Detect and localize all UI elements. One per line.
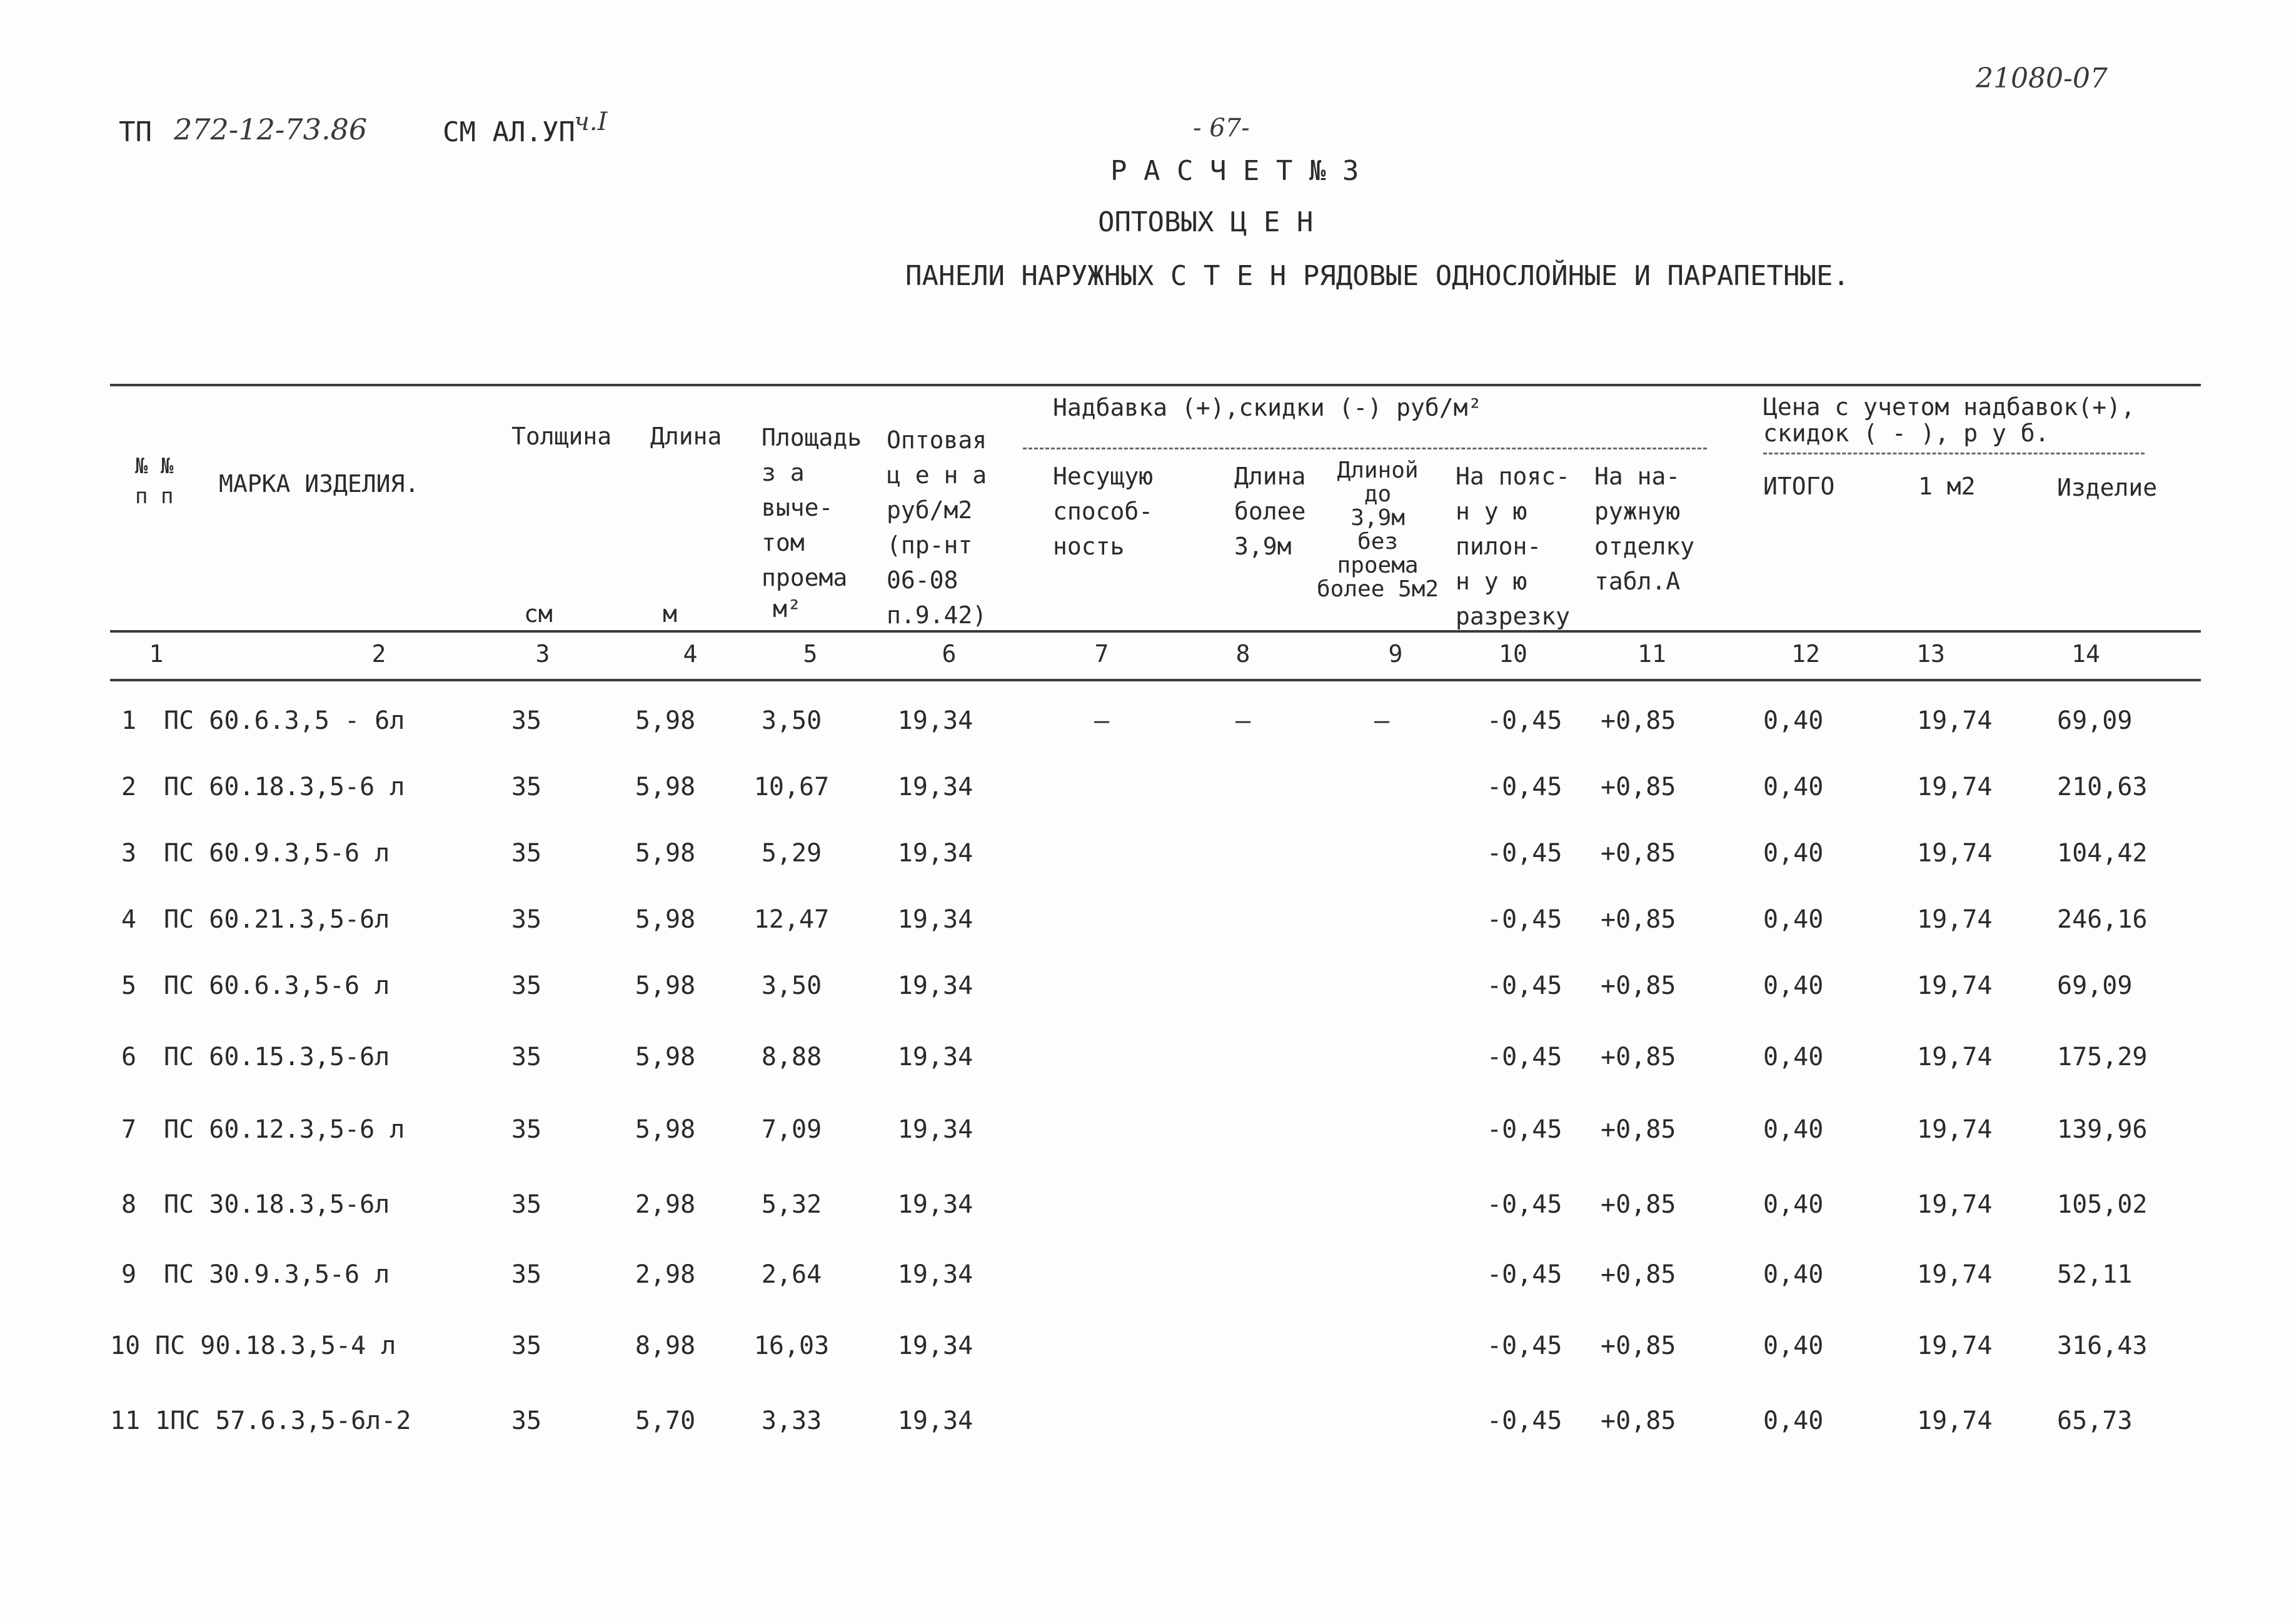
cell-t: 35: [511, 1406, 542, 1435]
cell-c12: 0,40: [1763, 1260, 1824, 1289]
cell-c11: +0,85: [1601, 1190, 1676, 1219]
cell-n: 5: [121, 971, 137, 1000]
surcharge-group-rule: [1023, 448, 1707, 449]
cell-l: 5,98: [635, 905, 696, 934]
cell-c14: 65,73: [2057, 1406, 2133, 1435]
cell-a: 3,50: [761, 706, 822, 735]
cell-c12: 0,40: [1763, 773, 1824, 801]
cell-c14: 210,63: [2057, 773, 2148, 801]
cell-a: 16,03: [753, 1331, 830, 1360]
cell-mark: 1ПС 57.6.3,5-6л-2: [155, 1406, 411, 1435]
column-number: 11: [1638, 640, 1666, 668]
cell-c14: 104,42: [2057, 839, 2148, 868]
cell-c12: 0,40: [1763, 706, 1824, 735]
cell-c13: 19,74: [1917, 1115, 1993, 1144]
cell-p: 19,34: [897, 905, 973, 934]
cell-c13: 19,74: [1917, 971, 1993, 1000]
cell-a: 2,64: [761, 1260, 822, 1289]
cell-c13: 19,74: [1917, 1406, 1993, 1435]
cell-p: 19,34: [897, 1406, 973, 1435]
cell-t: 35: [511, 706, 542, 735]
cell-a: 10,67: [753, 773, 830, 801]
cell-c13: 19,74: [1917, 1190, 1993, 1219]
cell-a: 12,47: [753, 905, 830, 934]
cell-c7: –: [1094, 706, 1110, 735]
header-length-unit: м: [663, 600, 677, 628]
cell-mark: ПС 30.18.3,5-6л: [164, 1190, 390, 1219]
cell-n: 2: [121, 773, 137, 801]
cell-c9: –: [1374, 706, 1390, 735]
cell-t: 35: [511, 839, 542, 868]
cell-l: 5,98: [635, 971, 696, 1000]
cell-c12: 0,40: [1763, 1406, 1824, 1435]
cell-c12: 0,40: [1763, 1115, 1824, 1144]
header-thickness: Толщина: [511, 423, 612, 450]
cell-c13: 19,74: [1917, 1260, 1993, 1289]
cell-t: 35: [511, 1190, 542, 1219]
cell-c10: -0,45: [1487, 1190, 1562, 1219]
cell-c14: 139,96: [2057, 1115, 2148, 1144]
cell-p: 19,34: [897, 706, 973, 735]
cell-c13: 19,74: [1917, 1331, 1993, 1360]
header-mark: МАРКА ИЗДЕЛИЯ.: [219, 470, 420, 498]
cell-c11: +0,85: [1601, 706, 1676, 735]
column-number: 6: [942, 640, 957, 668]
cell-l: 5,98: [635, 839, 696, 868]
cell-c11: +0,85: [1601, 773, 1676, 801]
cell-p: 19,34: [897, 1190, 973, 1219]
cell-mark: ПС 60.6.3,5-6 л: [164, 971, 390, 1000]
cell-c10: -0,45: [1487, 905, 1562, 934]
cell-c12: 0,40: [1763, 839, 1824, 868]
cell-p: 19,34: [897, 839, 973, 868]
cell-l: 5,98: [635, 773, 696, 801]
page-subtitle: ОПТОВЫХ Ц Е Н: [1098, 206, 1314, 238]
cell-l: 5,98: [635, 706, 696, 735]
cell-c10: -0,45: [1487, 839, 1562, 868]
column-number: 10: [1499, 640, 1527, 668]
column-number: 2: [371, 640, 386, 668]
header-col10: На пояс- н у ю пилон- н у ю разрезку: [1456, 463, 1571, 630]
cell-c13: 19,74: [1917, 905, 1993, 934]
header-length: Длина: [650, 423, 722, 450]
column-number: 1: [149, 640, 164, 668]
cell-c10: -0,45: [1487, 773, 1562, 801]
cell-a: 5,32: [761, 1190, 822, 1219]
cell-a: 3,33: [761, 1406, 822, 1435]
cell-p: 19,34: [897, 773, 973, 801]
cell-t: 35: [511, 971, 542, 1000]
cell-mark: ПС 60.6.3,5 - 6л: [164, 706, 405, 735]
cell-c14: 316,43: [2057, 1331, 2148, 1360]
cell-p: 19,34: [897, 971, 973, 1000]
header-bottom-rule: [110, 630, 2201, 633]
column-number: 8: [1235, 640, 1250, 668]
table-caption: ПАНЕЛИ НАРУЖНЫХ С Т Е Н РЯДОВЫЕ ОДНОСЛОЙНЫЕ И ПАРАПЕТНЫЕ.: [905, 260, 1849, 292]
cell-c11: +0,85: [1601, 1331, 1676, 1360]
cell-c10: -0,45: [1487, 706, 1562, 735]
cell-p: 19,34: [897, 1260, 973, 1289]
cell-p: 19,34: [897, 1331, 973, 1360]
column-number: 4: [683, 640, 698, 668]
cell-c14: 69,09: [2057, 971, 2133, 1000]
cell-t: 35: [511, 773, 542, 801]
cell-c12: 0,40: [1763, 1190, 1824, 1219]
header-adjusted-item: Изделие: [2057, 474, 2158, 501]
cell-c11: +0,85: [1601, 1406, 1676, 1435]
column-number-rule: [110, 679, 2201, 681]
cell-c12: 0,40: [1763, 971, 1824, 1000]
cell-c14: 69,09: [2057, 706, 2133, 735]
cell-n: 9: [121, 1260, 137, 1289]
cell-l: 8,98: [635, 1331, 696, 1360]
cell-c10: -0,45: [1487, 1260, 1562, 1289]
column-number: 5: [803, 640, 818, 668]
cell-l: 5,98: [635, 1043, 696, 1071]
header-col8: Длина более 3,9м: [1234, 463, 1306, 560]
header-price: Оптовая ц е н а руб/м2 (пр-нт 06-08 п.9.42): [887, 426, 987, 629]
cell-n: 1: [121, 706, 137, 735]
cell-c13: 19,74: [1917, 773, 1993, 801]
cell-n: 10: [110, 1331, 141, 1360]
cell-n: 3: [121, 839, 137, 868]
cell-c14: 175,29: [2057, 1043, 2148, 1071]
cell-t: 35: [511, 1331, 542, 1360]
cell-c14: 52,11: [2057, 1260, 2133, 1289]
cell-l: 2,98: [635, 1190, 696, 1219]
cell-t: 35: [511, 1043, 542, 1071]
cell-n: 11: [110, 1406, 141, 1435]
header-thickness-unit: см: [524, 600, 553, 628]
cell-c10: -0,45: [1487, 1115, 1562, 1144]
header-adjusted-total: ИТОГО: [1763, 473, 1835, 500]
column-number: 13: [1916, 640, 1945, 668]
cell-mark: ПС 60.18.3,5-6 л: [164, 773, 405, 801]
column-number: 12: [1791, 640, 1820, 668]
cell-c11: +0,85: [1601, 1043, 1676, 1071]
archive-number: 21080-07: [1976, 63, 2108, 94]
cell-l: 5,98: [635, 1115, 696, 1144]
cell-t: 35: [511, 1115, 542, 1144]
header-num: № № п п: [135, 454, 174, 509]
column-number: 3: [535, 640, 550, 668]
header-adjusted-group: Цена с учетом надбавок(+), скидок ( - ), р у б.: [1763, 393, 2135, 447]
adjusted-group-rule: [1763, 453, 2145, 454]
cell-c10: -0,45: [1487, 1331, 1562, 1360]
cell-c11: +0,85: [1601, 839, 1676, 868]
cell-c13: 19,74: [1917, 839, 1993, 868]
header-col9: Длиной до 3,9м без проема более 5м2: [1317, 458, 1439, 602]
cell-n: 4: [121, 905, 137, 934]
header-col7: Несущую способ- ность: [1053, 463, 1154, 560]
header-area: Площадь з а выче- том проема: [762, 424, 862, 591]
cell-c13: 19,74: [1917, 1043, 1993, 1071]
cell-mark: ПС 90.18.3,5-4 л: [155, 1331, 396, 1360]
cell-p: 19,34: [897, 1043, 973, 1071]
header-area-unit: м²: [773, 595, 802, 623]
cell-mark: ПС 60.21.3,5-6л: [164, 905, 390, 934]
cell-c10: -0,45: [1487, 1043, 1562, 1071]
doc-part: ч.I: [574, 108, 608, 136]
cell-t: 35: [511, 905, 542, 934]
cell-a: 5,29: [761, 839, 822, 868]
cell-l: 2,98: [635, 1260, 696, 1289]
column-number: 9: [1388, 640, 1403, 668]
cell-c8: –: [1235, 706, 1251, 735]
cell-c14: 246,16: [2057, 905, 2148, 934]
column-number: 14: [2071, 640, 2100, 668]
column-number: 7: [1094, 640, 1109, 668]
cell-c12: 0,40: [1763, 1331, 1824, 1360]
header-adjusted-per-m2: 1 м2: [1918, 473, 1976, 500]
table-top-rule: [110, 384, 2201, 386]
header-surcharge-group: Надбавка (+),скидки (-) руб/м²: [1053, 394, 1482, 421]
doc-series: СМ АЛ.УП: [443, 116, 575, 148]
cell-mark: ПС 30.9.3,5-6 л: [164, 1260, 390, 1289]
cell-n: 7: [121, 1115, 137, 1144]
cell-c13: 19,74: [1917, 706, 1993, 735]
cell-a: 3,50: [761, 971, 822, 1000]
cell-t: 35: [511, 1260, 542, 1289]
cell-c11: +0,85: [1601, 905, 1676, 934]
cell-c14: 105,02: [2057, 1190, 2148, 1219]
cell-n: 8: [121, 1190, 137, 1219]
page-title: Р А С Ч Е Т № 3: [1110, 155, 1359, 187]
cell-mark: ПС 60.15.3,5-6л: [164, 1043, 390, 1071]
cell-a: 7,09: [761, 1115, 822, 1144]
cell-c11: +0,85: [1601, 971, 1676, 1000]
cell-c12: 0,40: [1763, 905, 1824, 934]
header-col11: На на- ружную отделку табл.А: [1594, 463, 1695, 595]
cell-c11: +0,85: [1601, 1115, 1676, 1144]
cell-c12: 0,40: [1763, 1043, 1824, 1071]
doc-code-number: 272-12-73.86: [174, 113, 368, 146]
doc-code-prefix: ТП: [119, 116, 152, 148]
cell-mark: ПС 60.12.3,5-6 л: [164, 1115, 405, 1144]
cell-c10: -0,45: [1487, 971, 1562, 1000]
cell-p: 19,34: [897, 1115, 973, 1144]
cell-n: 6: [121, 1043, 137, 1071]
page-number: - 67-: [1193, 114, 1250, 143]
cell-mark: ПС 60.9.3,5-6 л: [164, 839, 390, 868]
cell-a: 8,88: [761, 1043, 822, 1071]
cell-l: 5,70: [635, 1406, 696, 1435]
cell-c10: -0,45: [1487, 1406, 1562, 1435]
cell-c11: +0,85: [1601, 1260, 1676, 1289]
